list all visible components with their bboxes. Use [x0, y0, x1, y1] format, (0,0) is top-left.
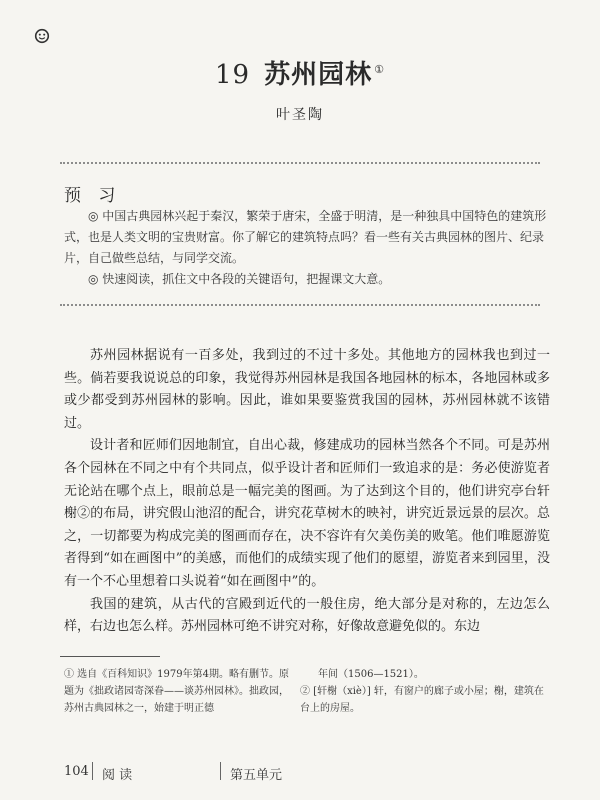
lesson-number: 19	[215, 60, 251, 90]
footer-separator	[92, 762, 93, 780]
author: 叶圣陶	[276, 107, 324, 123]
paragraph: 苏州园林据说有一百多处，我到过的不过十多处。其他地方的园林我也到过一些。倘若要我说说总的印象，我觉得苏州园林是我国各地园林的标本，各地园林或多或少都受到苏州园林的影响。因此，谁如果要鉴赏我国的园林，苏州园林就不该错过。	[64, 348, 550, 431]
preview-item: ◎ 中国古典园林兴起于秦汉，繁荣于唐宋，全盛于明清，是一种独具中国特色的建筑形式，也是人类文明的宝贵财富。你了解它的建筑特点吗？看一些有关古典园林的图片、纪录片，自己做些总结，与同学交流。	[64, 209, 547, 265]
footer-unit: 第五单元	[230, 768, 283, 783]
paragraph: 设计者和匠师们因地制宜，自出心裁，修建成功的园林当然各个不同。可是苏州各个园林在不同之中有个共同点，似乎设计者和匠师们一致追求的是：务必使游览者无论站在哪个点上，眼前总是一幅完美的图画。为了达到这个目的，他们讲究亭台轩榭②的布局，讲究假山池沼的配合，讲究花草树木的映衬，讲究近景远景的层次。总之，一切都要为构成完美的图画而存在，决不容许有欠美伤美的败笔。他们唯愿游览者得到“如在画图中”的美感，而他们的成绩实现了他们的愿望，游览者来到园里，没有一个不心里想着口头说着“如在画图中”的。	[64, 438, 550, 589]
lesson-title-text: 苏州园林	[264, 60, 373, 90]
page-number: 104	[64, 764, 89, 779]
paragraph: 我国的建筑，从古代的宫殿到近代的一般住房，绝大部分是对称的，左边怎么样，右边也怎么样。苏州园林可绝不讲究对称，好像故意避免似的。东边	[64, 596, 550, 635]
footnote-1: ① 选自《百科知识》1979年第4期。略有删节。原题为《拙政诸园寄深眷——谈苏州园林》。拙政园，苏州古典园林之一，始建于明正德	[64, 669, 289, 714]
lesson-title	[0, 54, 600, 91]
divider-bottom	[60, 304, 540, 306]
footer-separator	[220, 762, 221, 780]
footnote-2: ② [轩榭（xiè）] 轩，有窗户的廊子或小屋；榭，建筑在台上的房屋。	[300, 686, 544, 714]
article-body	[64, 345, 550, 639]
footer-section: 阅 读	[102, 768, 133, 783]
divider-top	[60, 162, 540, 164]
preview-section	[64, 206, 552, 290]
preview-heading: 预 习	[64, 186, 122, 206]
smile-icon	[34, 28, 50, 44]
preview-item: ◎ 快速阅读，抓住文中各段的关键语句，把握课文大意。	[88, 272, 391, 286]
title-footnote-mark[interactable]: ①	[374, 63, 385, 77]
footnote-divider	[60, 656, 160, 657]
footnote-1-continued: 年间（1506—1521）。	[318, 669, 424, 680]
